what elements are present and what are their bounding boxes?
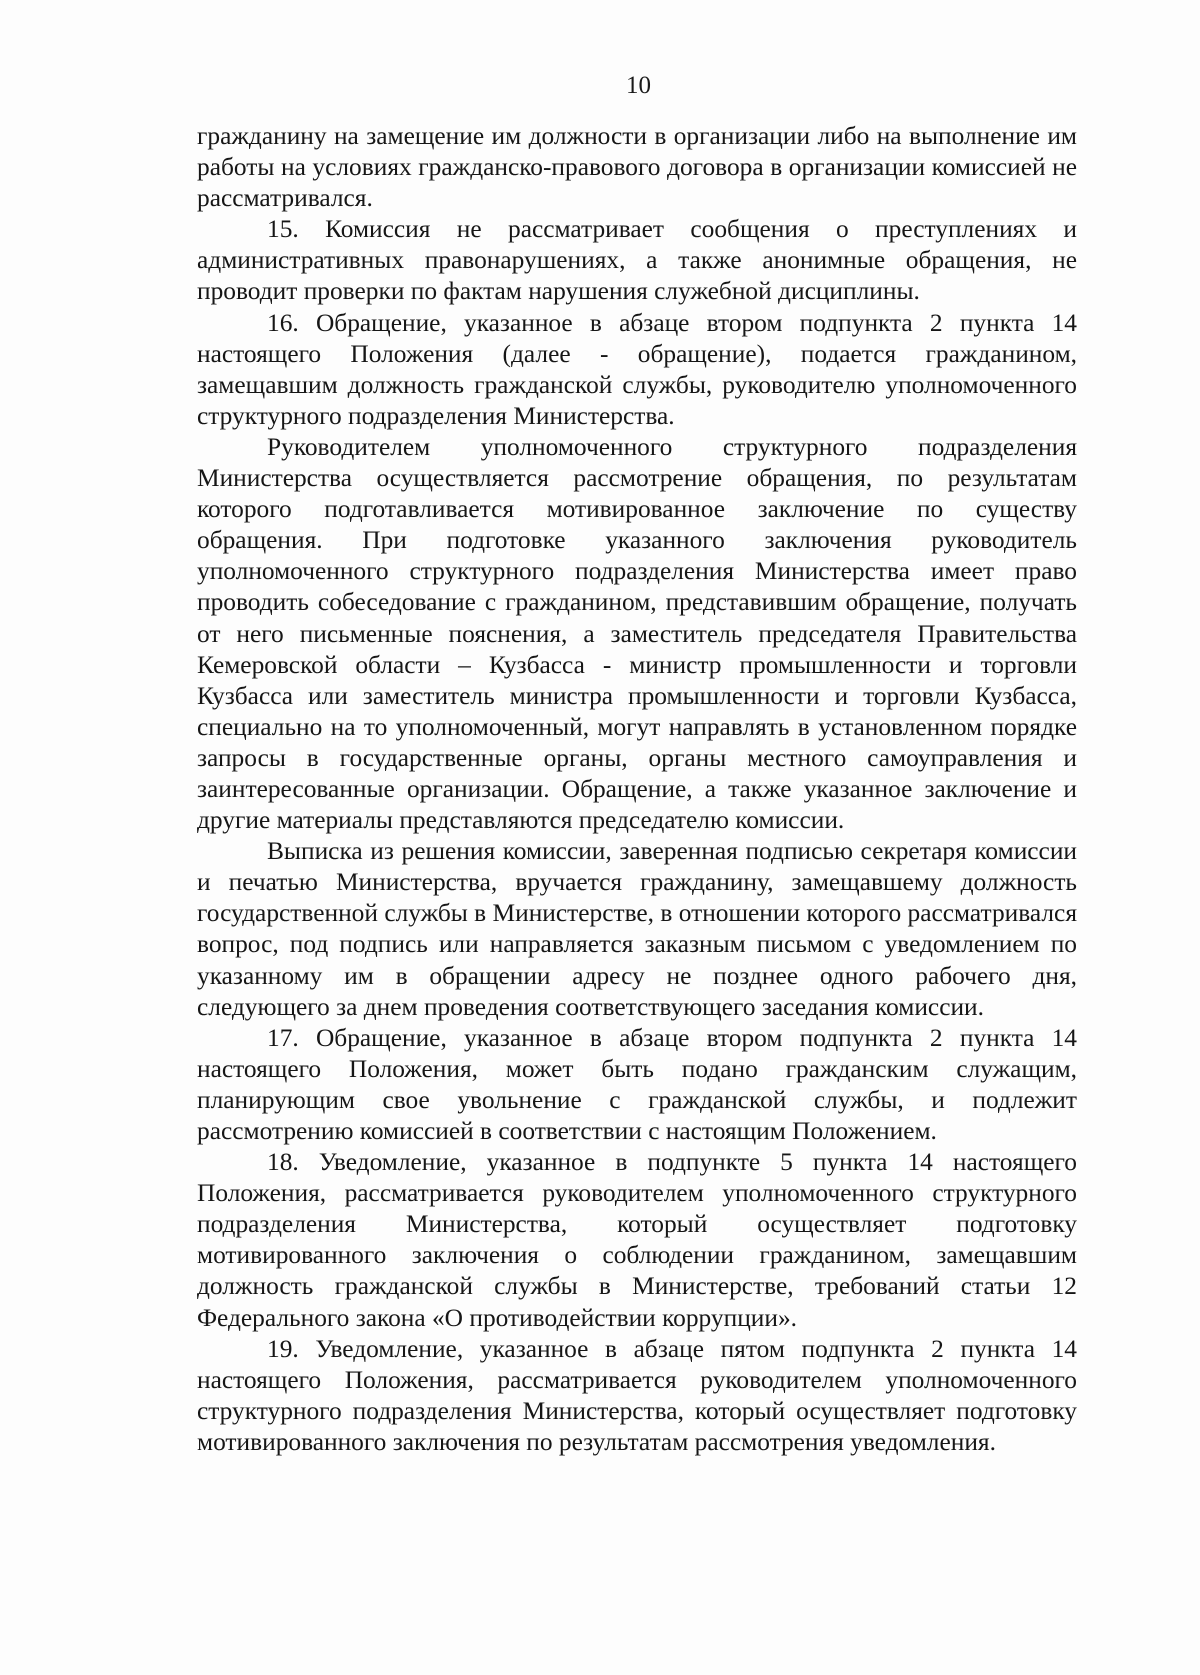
paragraph-16-review: Руководителем уполномоченного структурного подразделения Министерства осуществляется рассмотрение обращения, по результатам которого подготавливается мотивированное заключение по существу обращения. При подготовке указанного заключения руководитель уполномоченного структурного подразделения Министерства имеет право проводить собеседование с гражданином, представившим обращение, получать от него письменные пояснения, а заместитель председателя Правительства Кемеровской области – Кузбасса - министр промышленности и торговли Кузбасса или заместитель министра промышленности и торговли Кузбасса, специально на то уполномоченный, могут направлять в установленном порядке запросы в государственные органы, органы местного самоуправления и заинтересованные организации. Обращение, а также указанное заключение и другие материалы представляются председателю комиссии. xyxy=(197,432,1077,835)
paragraph-17: 17. Обращение, указанное в абзаце втором подпункта 2 пункта 14 настоящего Положения, может быть подано гражданским служащим, планирующим свое увольнение с гражданской службы, и подлежит рассмотрению комиссией в соответствии с настоящим Положением. xyxy=(197,1023,1077,1145)
paragraph-16-extract: Выписка из решения комиссии, заверенная подписью секретаря комиссии и печатью Министерства, вручается гражданину, замещавшему должность государственной службы в Министерстве, в отношении которого рассматривался вопрос, под подпись или направляется заказным письмом с уведомлением по указанному им в обращении адресу не позднее одного рабочего дня, следующего за днем проведения соответствующего заседания комиссии. xyxy=(197,837,1077,1021)
document-body xyxy=(197,121,1077,1458)
paragraph-16: 16. Обращение, указанное в абзаце втором подпункта 2 пункта 14 настоящего Положения (далее - обращение), подается гражданином, замещавшим должность гражданской службы, руководителю уполномоченного структурного подразделения Министерства. xyxy=(197,308,1077,430)
paragraph-continuation: гражданину на замещение им должности в организации либо на выполнение им работы на условиях гражданско-правового договора в организации комиссией не рассматривался. xyxy=(197,122,1077,213)
paragraph-15: 15. Комиссия не рассматривает сообщения о преступлениях и административных правонарушениях, а также анонимные обращения, не проводит проверки по фактам нарушения служебной дисциплины. xyxy=(197,215,1077,306)
paragraph-19: 19. Уведомление, указанное в абзаце пятом подпункта 2 пункта 14 настоящего Положения, рассматривается руководителем уполномоченного структурного подразделения Министерства, который осуществляет подготовку мотивированного заключения по результатам рассмотрения уведомления. xyxy=(197,1334,1077,1456)
paragraph-18: 18. Уведомление, указанное в подпункте 5 пункта 14 настоящего Положения, рассматривается руководителем уполномоченного структурного подразделения Министерства, который осуществляет подготовку мотивированного заключения о соблюдении гражданином, замещавшим должность гражданской службы в Министерстве, требований статьи 12 Федерального закона «О противодействии коррупции». xyxy=(197,1148,1077,1332)
page-number: 10 xyxy=(626,72,651,99)
